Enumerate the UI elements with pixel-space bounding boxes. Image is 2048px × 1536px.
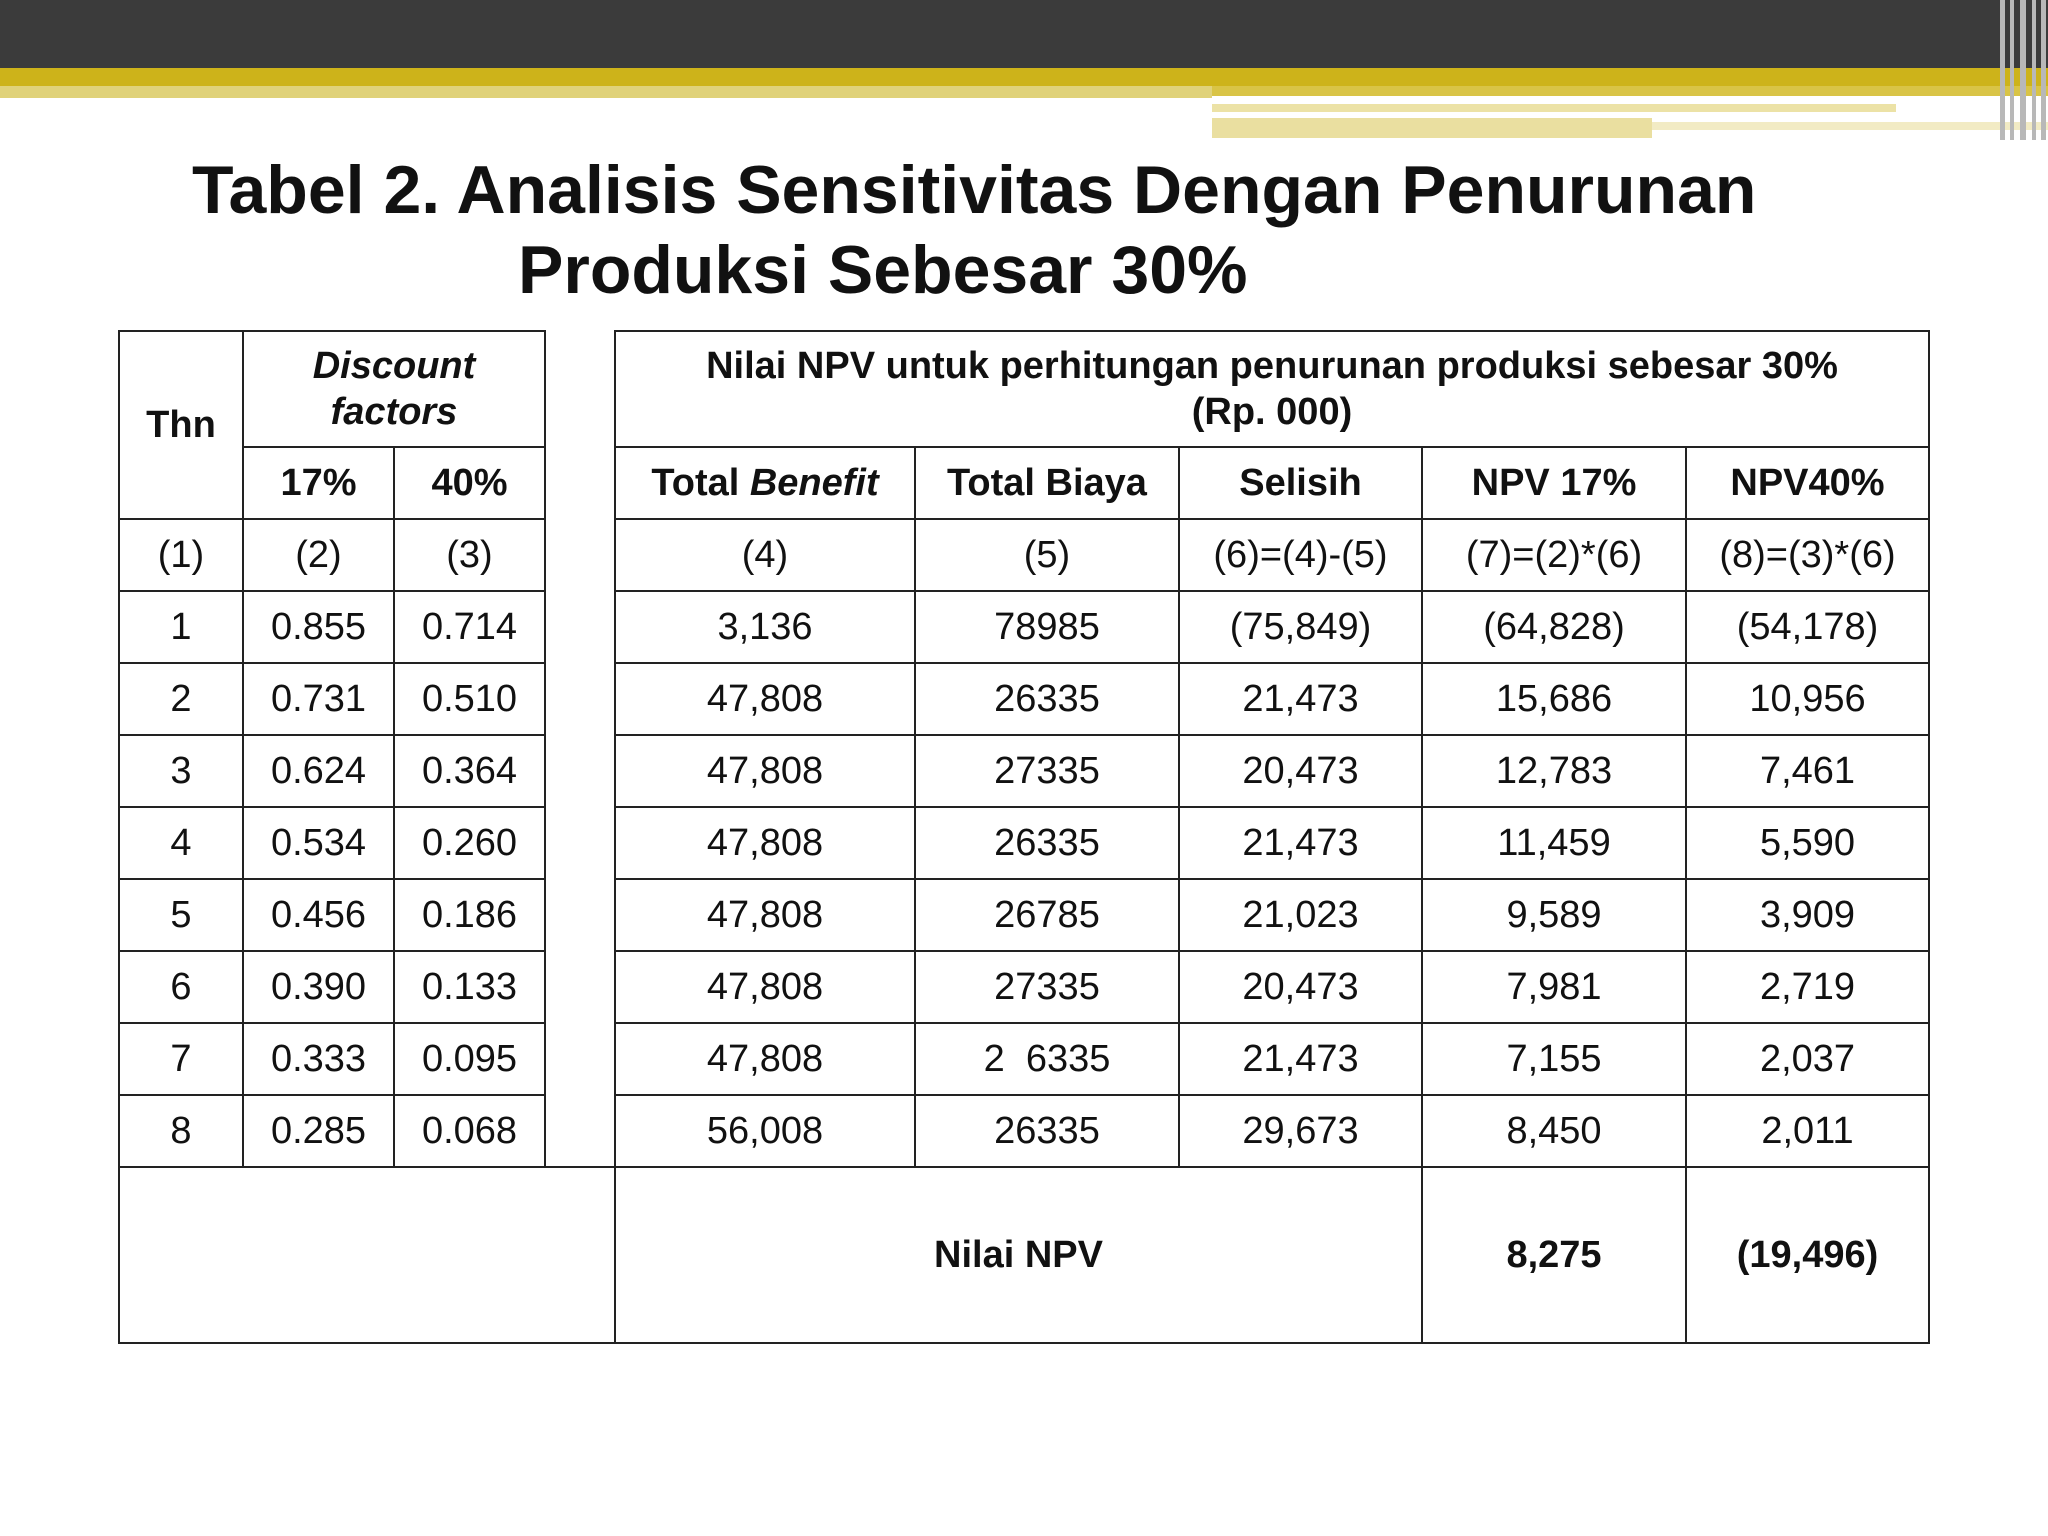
column-gap (545, 663, 615, 735)
index-cell: (3) (394, 519, 545, 591)
npv17-cell: 7,981 (1422, 951, 1686, 1023)
banner-stripe (1212, 118, 1652, 138)
index-cell: (7)=(2)*(6) (1422, 519, 1686, 591)
biaya-cell: 27335 (915, 951, 1179, 1023)
npv17-header: NPV 17% (1422, 447, 1686, 519)
df40-cell: 0.133 (394, 951, 545, 1023)
selisih-cell: 21,023 (1179, 879, 1422, 951)
benefit-cell: 47,808 (615, 1023, 915, 1095)
discount-factors-header: Discount factors (243, 331, 545, 447)
npv17-cell: 8,450 (1422, 1095, 1686, 1167)
df40-cell: 0.714 (394, 591, 545, 663)
table-row (119, 879, 1929, 951)
data-rows (119, 591, 1929, 1167)
summary-npv17: 8,275 (1422, 1167, 1686, 1343)
biaya-cell: 26785 (915, 879, 1179, 951)
summary-npv40: (19,496) (1686, 1167, 1929, 1343)
npv17-cell: 11,459 (1422, 807, 1686, 879)
thn-cell: 8 (119, 1095, 243, 1167)
column-gap (545, 331, 615, 519)
biaya-cell: 2 6335 (915, 1023, 1179, 1095)
thn-cell: 6 (119, 951, 243, 1023)
edge-decoration (1996, 0, 2048, 140)
benefit-cell: 47,808 (615, 735, 915, 807)
biaya-cell: 78985 (915, 591, 1179, 663)
benefit-cell: 3,136 (615, 591, 915, 663)
column-gap (545, 951, 615, 1023)
banner-stripe (1212, 86, 2048, 96)
npv40-cell: 5,590 (1686, 807, 1929, 879)
banner-stripe (1212, 104, 1896, 112)
column-gap (545, 591, 615, 663)
df17-cell: 0.534 (243, 807, 394, 879)
df40-cell: 0.364 (394, 735, 545, 807)
table-row (119, 1023, 1929, 1095)
biaya-cell: 27335 (915, 735, 1179, 807)
banner-stripe (1652, 122, 2048, 130)
table-row (119, 591, 1929, 663)
df17-cell: 0.624 (243, 735, 394, 807)
npv17-cell: 12,783 (1422, 735, 1686, 807)
npv40-cell: 10,956 (1686, 663, 1929, 735)
summary-blank (119, 1167, 545, 1343)
index-cell: (5) (915, 519, 1179, 591)
df17-cell: 0.333 (243, 1023, 394, 1095)
index-cell: (8)=(3)*(6) (1686, 519, 1929, 591)
index-row (119, 519, 1929, 591)
npv17-cell: (64,828) (1422, 591, 1686, 663)
biaya-cell: 26335 (915, 1095, 1179, 1167)
table-row (119, 663, 1929, 735)
slide-title (192, 150, 1792, 310)
npv40-cell: (54,178) (1686, 591, 1929, 663)
benefit-cell: 56,008 (615, 1095, 915, 1167)
rate-40-header: 40% (394, 447, 545, 519)
thn-cell: 4 (119, 807, 243, 879)
npv-table (118, 330, 1930, 1344)
df17-cell: 0.285 (243, 1095, 394, 1167)
df17-cell: 0.390 (243, 951, 394, 1023)
total-prefix: Total (651, 462, 740, 504)
biaya-cell: 26335 (915, 663, 1179, 735)
thn-cell: 1 (119, 591, 243, 663)
column-gap (545, 1167, 615, 1343)
thn-cell: 5 (119, 879, 243, 951)
benefit-cell: 47,808 (615, 807, 915, 879)
selisih-header: Selisih (1179, 447, 1422, 519)
column-gap (545, 879, 615, 951)
thn-header: Thn (119, 331, 243, 519)
selisih-cell: 20,473 (1179, 735, 1422, 807)
df40-cell: 0.510 (394, 663, 545, 735)
thn-cell: 7 (119, 1023, 243, 1095)
total-benefit-header (615, 447, 915, 519)
column-gap (545, 807, 615, 879)
npv-group-unit: (Rp. 000) (1191, 391, 1353, 433)
selisih-cell: 29,673 (1179, 1095, 1422, 1167)
index-cell: (6)=(4)-(5) (1179, 519, 1422, 591)
summary-label: Nilai NPV (615, 1167, 1422, 1343)
header-row-2 (119, 447, 1929, 519)
title-line-1: Tabel 2. Analisis Sensitivitas Dengan Penurunan (192, 152, 1757, 228)
column-gap (545, 1023, 615, 1095)
selisih-cell: (75,849) (1179, 591, 1422, 663)
npv40-cell: 2,719 (1686, 951, 1929, 1023)
npv40-cell: 3,909 (1686, 879, 1929, 951)
npv-group-title: Nilai NPV untuk perhitungan penurunan produksi sebesar 30% (706, 345, 1838, 387)
banner-stripe (0, 68, 2048, 86)
npv17-cell: 15,686 (1422, 663, 1686, 735)
column-gap (545, 735, 615, 807)
npv17-cell: 7,155 (1422, 1023, 1686, 1095)
index-cell: (1) (119, 519, 243, 591)
npv40-cell: 2,011 (1686, 1095, 1929, 1167)
selisih-cell: 20,473 (1179, 951, 1422, 1023)
benefit-cell: 47,808 (615, 879, 915, 951)
npv-group-header (615, 331, 1929, 447)
banner-stripe (0, 86, 1212, 98)
df17-cell: 0.731 (243, 663, 394, 735)
index-cell: (4) (615, 519, 915, 591)
table-row (119, 807, 1929, 879)
benefit-word: Benefit (749, 462, 879, 504)
table-row (119, 1095, 1929, 1167)
selisih-cell: 21,473 (1179, 807, 1422, 879)
column-gap (545, 1095, 615, 1167)
npv40-cell: 2,037 (1686, 1023, 1929, 1095)
npv40-cell: 7,461 (1686, 735, 1929, 807)
title-line-2: Produksi Sebesar 30% (518, 232, 1248, 308)
index-cell: (2) (243, 519, 394, 591)
thn-cell: 2 (119, 663, 243, 735)
df40-cell: 0.095 (394, 1023, 545, 1095)
selisih-cell: 21,473 (1179, 1023, 1422, 1095)
npv17-cell: 9,589 (1422, 879, 1686, 951)
table-row (119, 951, 1929, 1023)
selisih-cell: 21,473 (1179, 663, 1422, 735)
column-gap (545, 519, 615, 591)
benefit-cell: 47,808 (615, 663, 915, 735)
rate-17-header: 17% (243, 447, 394, 519)
npv40-header: NPV40% (1686, 447, 1929, 519)
summary-row (119, 1167, 1929, 1343)
thn-cell: 3 (119, 735, 243, 807)
header-row-1 (119, 331, 1929, 447)
table-row (119, 735, 1929, 807)
df40-cell: 0.260 (394, 807, 545, 879)
df17-cell: 0.855 (243, 591, 394, 663)
df40-cell: 0.068 (394, 1095, 545, 1167)
df17-cell: 0.456 (243, 879, 394, 951)
total-biaya-header: Total Biaya (915, 447, 1179, 519)
top-banner (0, 0, 2048, 68)
benefit-cell: 47,808 (615, 951, 915, 1023)
biaya-cell: 26335 (915, 807, 1179, 879)
df40-cell: 0.186 (394, 879, 545, 951)
